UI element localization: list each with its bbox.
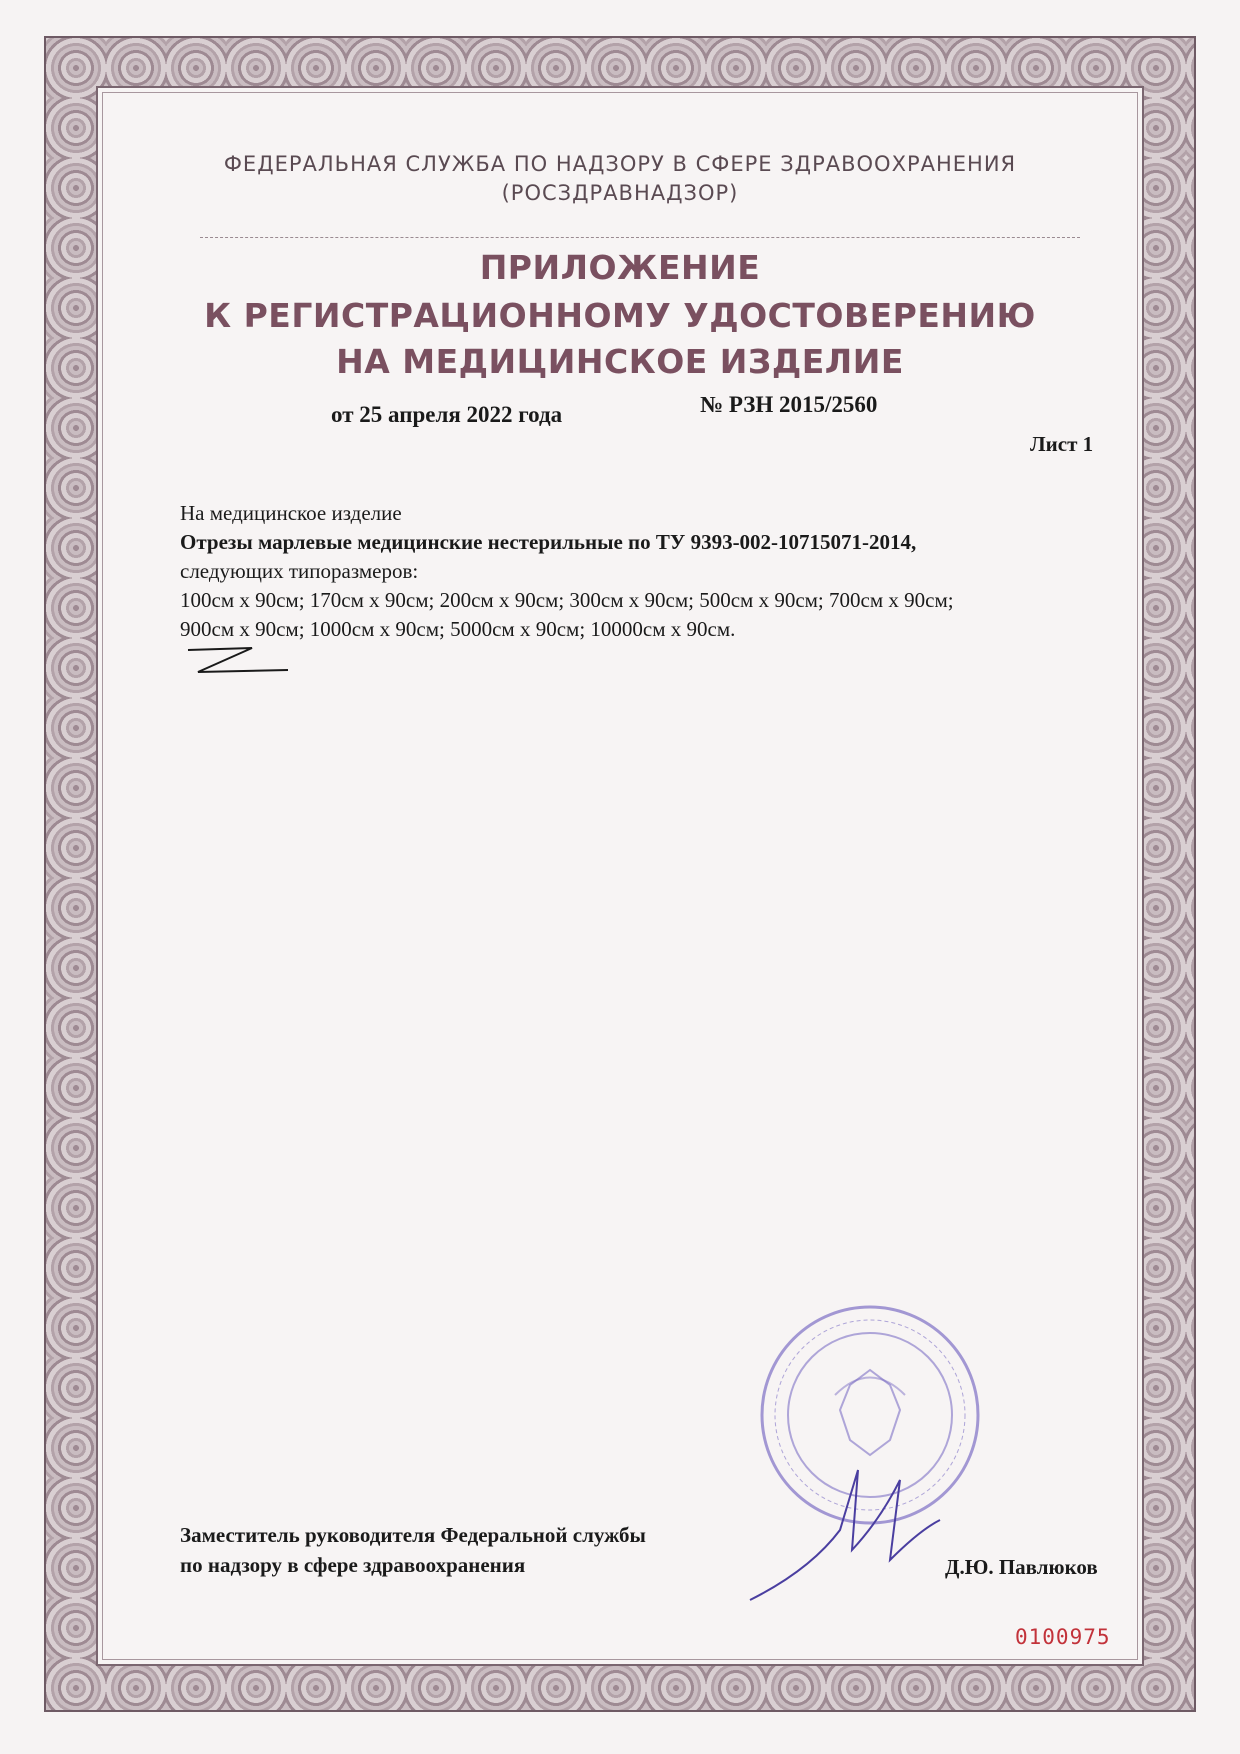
sizes-label: следующих типоразмеров: [180,559,419,583]
sheet-number: Лист 1 [1030,432,1094,456]
signatory-position-2: по надзору в сфере здравоохранения [180,1553,526,1577]
product-name: Отрезы марлевые медицинские нестерильные по ТУ 9393-002-10715071-2014, [180,530,917,554]
body-intro: На медицинское изделие [180,501,402,525]
serial-number: 0100975 [1015,1625,1111,1649]
signatory-position-1: Заместитель руководителя Федеральной службы [180,1523,646,1547]
sizes-line-2: 900см х 90см; 1000см х 90см; 5000см х 90см; 10000см х 90см. [180,617,736,641]
sizes-line-1: 100см х 90см; 170см х 90см; 200см х 90см; 300см х 90см; 500см х 90см; 700см х 90см; [180,588,954,612]
title-line-2: К РЕГИСТРАЦИОННОМУ УДОСТОВЕРЕНИЮ [204,296,1036,335]
agency-name: ФЕДЕРАЛЬНАЯ СЛУЖБА ПО НАДЗОРУ В СФЕРЕ ЗДРАВООХРАНЕНИЯ [223,152,1017,176]
certificate-number: № РЗН 2015/2560 [700,392,878,417]
header-divider [200,237,1080,238]
signature [740,1460,960,1610]
signatory-name: Д.Ю. Павлюков [945,1555,1098,1579]
agency-abbreviation: (РОСЗДРАВНАДЗОР) [501,181,739,205]
title-line-3: НА МЕДИЦИНСКОЕ ИЗДЕЛИЕ [336,342,904,381]
certificate-date: от 25 апреля 2022 года [331,402,563,427]
title-line-1: ПРИЛОЖЕНИЕ [479,248,761,287]
initials-mark [180,640,300,680]
